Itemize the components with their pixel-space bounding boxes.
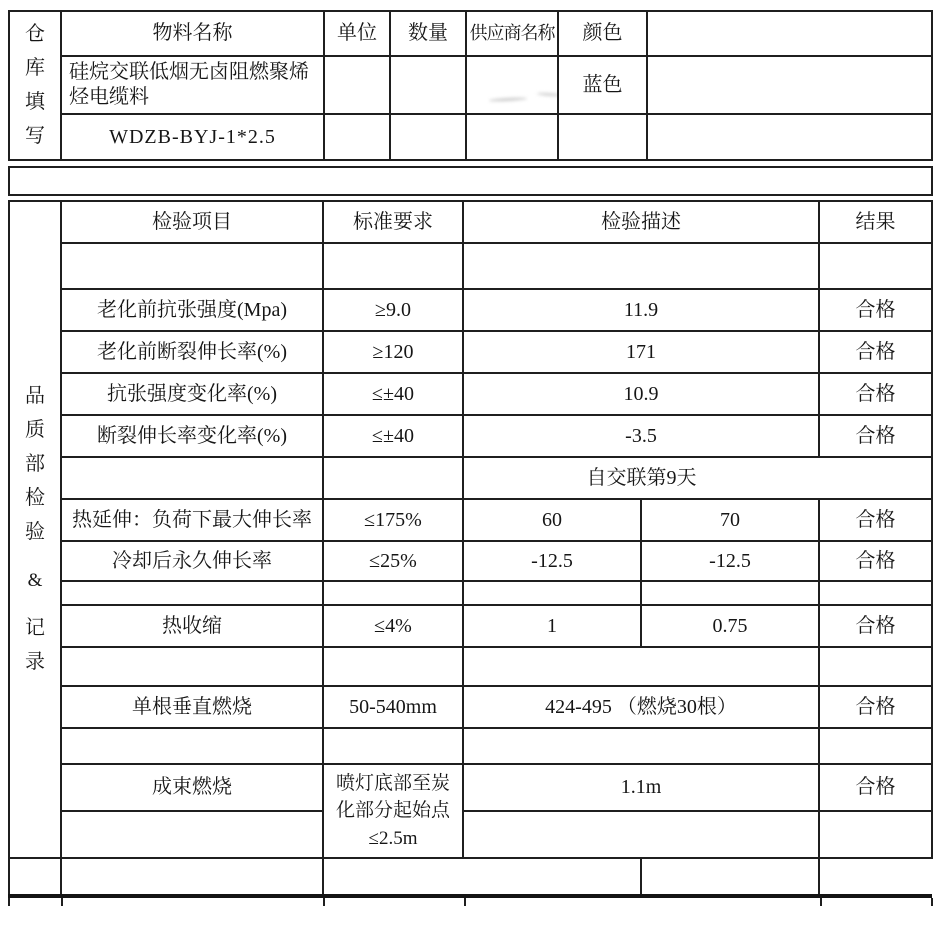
result-cell — [641, 858, 819, 896]
standard-cell: ≤±40 — [323, 415, 463, 457]
result-cell: 合格 — [819, 541, 932, 581]
description-cell-a: -12.5 — [463, 541, 641, 581]
inspection-section-label-text — [10, 384, 60, 676]
standard-cell — [323, 728, 463, 764]
crosslink-day-note: 自交联第9天 — [586, 466, 697, 489]
result-cell: 合格 — [819, 605, 932, 647]
ampersand-char: & — [27, 569, 43, 591]
description-header: 检验描述 — [463, 201, 819, 243]
result-cell: 合格 — [819, 289, 932, 331]
description-cell — [463, 243, 819, 289]
standard-cell: 喷灯底部至炭化部分起始点≤2.5m — [323, 764, 463, 858]
faded-handwriting-smudge — [489, 91, 558, 105]
item-cell: 老化前断裂伸长率(%) — [61, 331, 323, 373]
empty-cell — [324, 114, 390, 160]
unit-value-cell — [324, 56, 390, 114]
warehouse-value-row — [9, 56, 932, 114]
label-char: 质 — [25, 418, 45, 441]
label-char: 录 — [25, 651, 45, 674]
description-cell — [463, 647, 819, 686]
item-cell — [61, 581, 323, 605]
description-cell-b: 0.75 — [641, 605, 819, 647]
description-cell — [463, 811, 819, 858]
warehouse-model-row — [9, 114, 932, 160]
inspection-row-crosslink-day9 — [9, 457, 932, 499]
warehouse-section-label — [9, 11, 61, 160]
label-char: 仓 — [25, 23, 45, 45]
description-wide-cell — [463, 457, 932, 499]
empty-cell — [466, 114, 558, 160]
description-cell — [463, 728, 819, 764]
warehouse-header-row — [9, 11, 932, 56]
item-header: 检验项目 — [61, 201, 323, 243]
item-cell — [61, 457, 323, 499]
result-cell — [819, 728, 932, 764]
item-cell — [61, 647, 323, 686]
item-cell — [61, 243, 323, 289]
label-char: 品 — [25, 384, 45, 407]
label-char: 记 — [25, 617, 45, 640]
material-model-value: WDZB-BYJ-1*2.5 — [61, 114, 324, 160]
item-cell: 单根垂直燃烧 — [61, 686, 323, 728]
color-header: 颜色 — [558, 11, 647, 56]
inspection-row-bundle-burn — [9, 764, 932, 811]
item-cell: 成束燃烧 — [61, 764, 323, 811]
result-cell: 合格 — [819, 499, 932, 541]
inspection-row-elongation-before-aging — [9, 331, 932, 373]
description-cell: 1.1m — [463, 764, 819, 811]
color-value-cell: 蓝色 — [558, 56, 647, 114]
item-cell: 热收缩 — [61, 605, 323, 647]
standard-cell: 50-540mm — [323, 686, 463, 728]
standard-cell — [323, 647, 463, 686]
item-cell — [61, 728, 323, 764]
description-cell-a: 1 — [463, 605, 641, 647]
standard-cell: ≥120 — [323, 331, 463, 373]
description-cell — [323, 858, 641, 896]
label-char: 验 — [25, 520, 45, 543]
result-cell: 合格 — [819, 764, 932, 811]
inspection-header-row — [9, 201, 932, 243]
inspection-row-hot-set-elongation — [9, 499, 932, 541]
item-cell — [61, 811, 323, 858]
description-cell: 10.9 — [463, 373, 819, 415]
empty-cell — [390, 114, 466, 160]
standard-cell: ≥9.0 — [323, 289, 463, 331]
label-char: 检 — [25, 486, 45, 509]
warehouse-section-label-text — [10, 22, 60, 149]
inspection-section-label — [9, 201, 61, 858]
inspection-row-tensile-before-aging — [9, 289, 932, 331]
result-cell — [819, 811, 932, 858]
standard-cell — [61, 858, 323, 896]
result-cell: 合格 — [819, 331, 932, 373]
result-cell — [819, 243, 932, 289]
inspection-row-empty — [9, 728, 932, 764]
item-cell: 断裂伸长率变化率(%) — [61, 415, 323, 457]
standard-cell: ≤±40 — [323, 373, 463, 415]
standard-cell: ≤25% — [323, 541, 463, 581]
description-cell-b: 70 — [641, 499, 819, 541]
empty-cell — [558, 114, 647, 160]
result-cell — [819, 581, 932, 605]
material-name-header: 物料名称 — [61, 11, 324, 56]
quantity-header: 数量 — [390, 11, 466, 56]
inspection-row-empty — [9, 243, 932, 289]
supplier-value-cell — [466, 56, 558, 114]
item-cell: 老化前抗张强度(Mpa) — [61, 289, 323, 331]
standard-cell — [323, 581, 463, 605]
standard-header: 标准要求 — [323, 201, 463, 243]
result-header: 结果 — [819, 201, 932, 243]
description-cell: 11.9 — [463, 289, 819, 331]
inspection-row-empty-last — [9, 858, 932, 896]
inspection-row-heat-shrink — [9, 605, 932, 647]
standard-cell: ≤4% — [323, 605, 463, 647]
description-cell: 171 — [463, 331, 819, 373]
supplier-header: 供应商名称 — [466, 11, 558, 56]
description-cell: -3.5 — [463, 415, 819, 457]
item-cell: 热延伸：负荷下最大伸长率 — [61, 499, 323, 541]
inspection-row-single-vertical-burn — [9, 686, 932, 728]
extra-header-cell — [647, 11, 932, 56]
item-cell: 抗张强度变化率(%) — [61, 373, 323, 415]
description-cell-a — [463, 581, 641, 605]
result-cell: 合格 — [819, 686, 932, 728]
standard-cell — [323, 243, 463, 289]
extra-value-cell — [647, 56, 932, 114]
result-cell: 合格 — [819, 415, 932, 457]
quantity-value-cell — [390, 56, 466, 114]
inspection-row-bundle-burn-continuation — [9, 811, 932, 858]
empty-spacer-row — [8, 166, 933, 196]
label-char: 写 — [25, 125, 45, 147]
description-cell-b: -12.5 — [641, 541, 819, 581]
empty-cell — [647, 114, 932, 160]
inspection-row-empty — [9, 647, 932, 686]
next-section-partial-row — [8, 898, 933, 906]
inspection-row-elongation-change-rate — [9, 415, 932, 457]
standard-cell: ≤175% — [323, 499, 463, 541]
item-cell: 冷却后永久伸长率 — [61, 541, 323, 581]
label-char: 部 — [25, 452, 45, 475]
material-name-value: 硅烷交联低烟无卤阻燃聚烯烃电缆料 — [61, 56, 324, 114]
label-char: 库 — [25, 57, 45, 79]
standard-cell — [323, 457, 463, 499]
description-cell: 424-495 （燃烧30根） — [463, 686, 819, 728]
description-cell-b — [641, 581, 819, 605]
label-char: 填 — [25, 91, 45, 113]
inspection-row-tensile-change-rate — [9, 373, 932, 415]
inspection-table — [8, 200, 933, 898]
result-cell: 合格 — [819, 373, 932, 415]
inspection-row-empty-thin — [9, 581, 932, 605]
item-cell — [9, 858, 61, 896]
unit-header: 单位 — [324, 11, 390, 56]
warehouse-table — [8, 10, 933, 161]
result-cell — [819, 647, 932, 686]
inspection-row-permanent-elongation — [9, 541, 932, 581]
description-cell-a: 60 — [463, 499, 641, 541]
